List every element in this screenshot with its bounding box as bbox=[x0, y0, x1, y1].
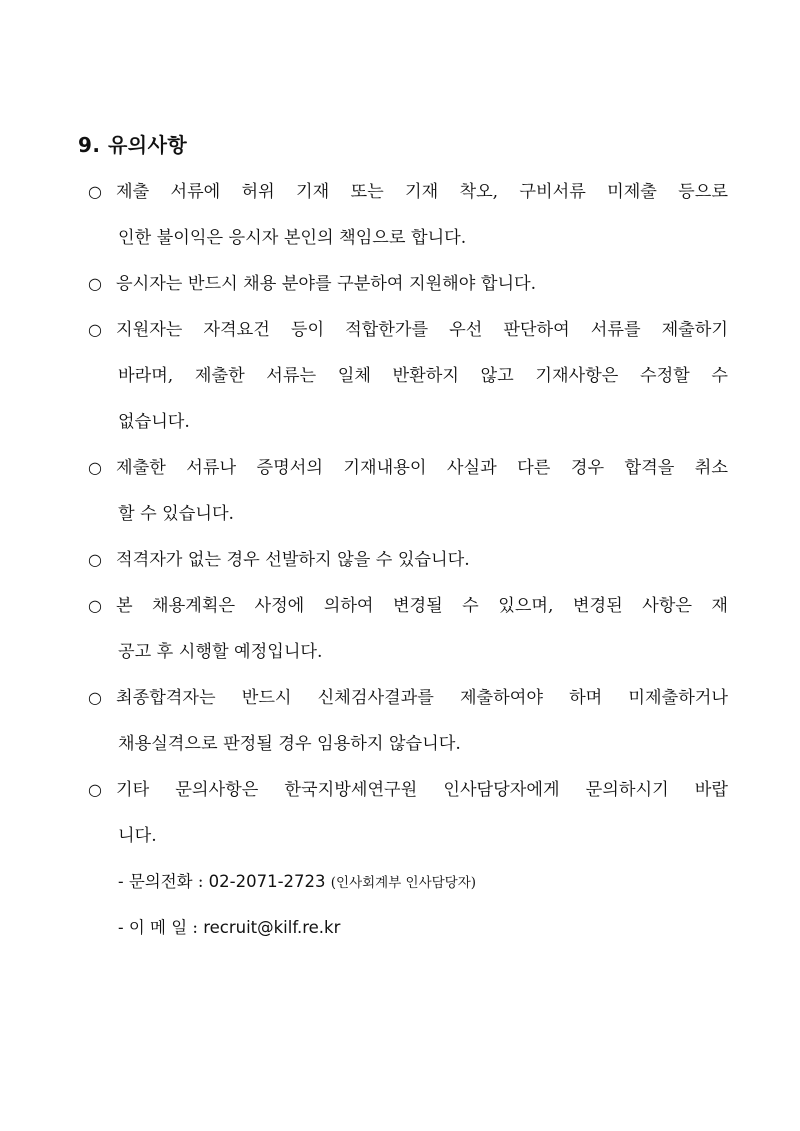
notice-line: 인한 불이익은 응시자 본인의 책임으로 합니다. bbox=[118, 228, 467, 248]
email-address: recruit@kilf.re.kr bbox=[203, 918, 341, 937]
notice-line: 제출한 서류나 증명서의 기재내용이 사실과 다른 경우 합격을 취소 bbox=[116, 458, 728, 478]
circle-bullet-icon: ○ bbox=[88, 320, 102, 339]
contact-phone bbox=[118, 870, 476, 895]
notice-line: 할 수 있습니다. bbox=[118, 504, 235, 524]
circle-bullet-icon: ○ bbox=[88, 596, 102, 615]
circle-bullet-icon: ○ bbox=[88, 182, 102, 201]
notice-item bbox=[88, 778, 728, 802]
notice-line: 기타 문의사항은 한국지방세연구원 인사담당자에게 문의하시기 바랍 bbox=[116, 780, 728, 800]
notice-line: 바라며, 제출한 서류는 일체 반환하지 않고 기재사항은 수정할 수 bbox=[118, 366, 728, 386]
notice-line: 최종합격자는 반드시 신체검사결과를 제출하여야 하며 미제출하거나 bbox=[116, 688, 728, 708]
notice-item bbox=[88, 180, 728, 204]
circle-bullet-icon: ○ bbox=[88, 550, 102, 569]
notice-item bbox=[88, 272, 728, 296]
notice-line: 제출 서류에 허위 기재 또는 기재 착오, 구비서류 미제출 등으로 bbox=[116, 182, 728, 202]
notice-item bbox=[88, 318, 728, 342]
notice-line: 응시자는 반드시 채용 분야를 구분하여 지원해야 합니다. bbox=[116, 274, 537, 294]
notice-line: 적격자가 없는 경우 선발하지 않을 수 있습니다. bbox=[116, 550, 470, 570]
phone-label: - 문의전화 : bbox=[118, 872, 209, 891]
notice-line: 공고 후 시행할 예정입니다. bbox=[118, 642, 323, 662]
notice-item bbox=[88, 686, 728, 710]
section-heading: 9. 유의사항 bbox=[78, 133, 188, 157]
notice-line: 니다. bbox=[118, 826, 157, 846]
contact-email bbox=[118, 916, 340, 940]
notice-line: 채용실격으로 판정될 경우 임용하지 않습니다. bbox=[118, 734, 461, 754]
notice-item bbox=[88, 594, 728, 618]
notice-item bbox=[88, 548, 728, 572]
notice-line: 지원자는 자격요건 등이 적합한가를 우선 판단하여 서류를 제출하기 bbox=[116, 320, 728, 340]
notice-line: 본 채용계획은 사정에 의하여 변경될 수 있으며, 변경된 사항은 재 bbox=[116, 596, 728, 616]
circle-bullet-icon: ○ bbox=[88, 458, 102, 477]
circle-bullet-icon: ○ bbox=[88, 780, 102, 799]
phone-note: (인사회계부 인사담당자) bbox=[330, 875, 477, 891]
notice-item bbox=[88, 456, 728, 480]
phone-number: 02-2071-2723 bbox=[208, 872, 326, 891]
circle-bullet-icon: ○ bbox=[88, 274, 102, 293]
email-label: - 이 메 일 : bbox=[118, 918, 204, 937]
circle-bullet-icon: ○ bbox=[88, 688, 102, 707]
notice-line: 없습니다. bbox=[118, 412, 190, 432]
